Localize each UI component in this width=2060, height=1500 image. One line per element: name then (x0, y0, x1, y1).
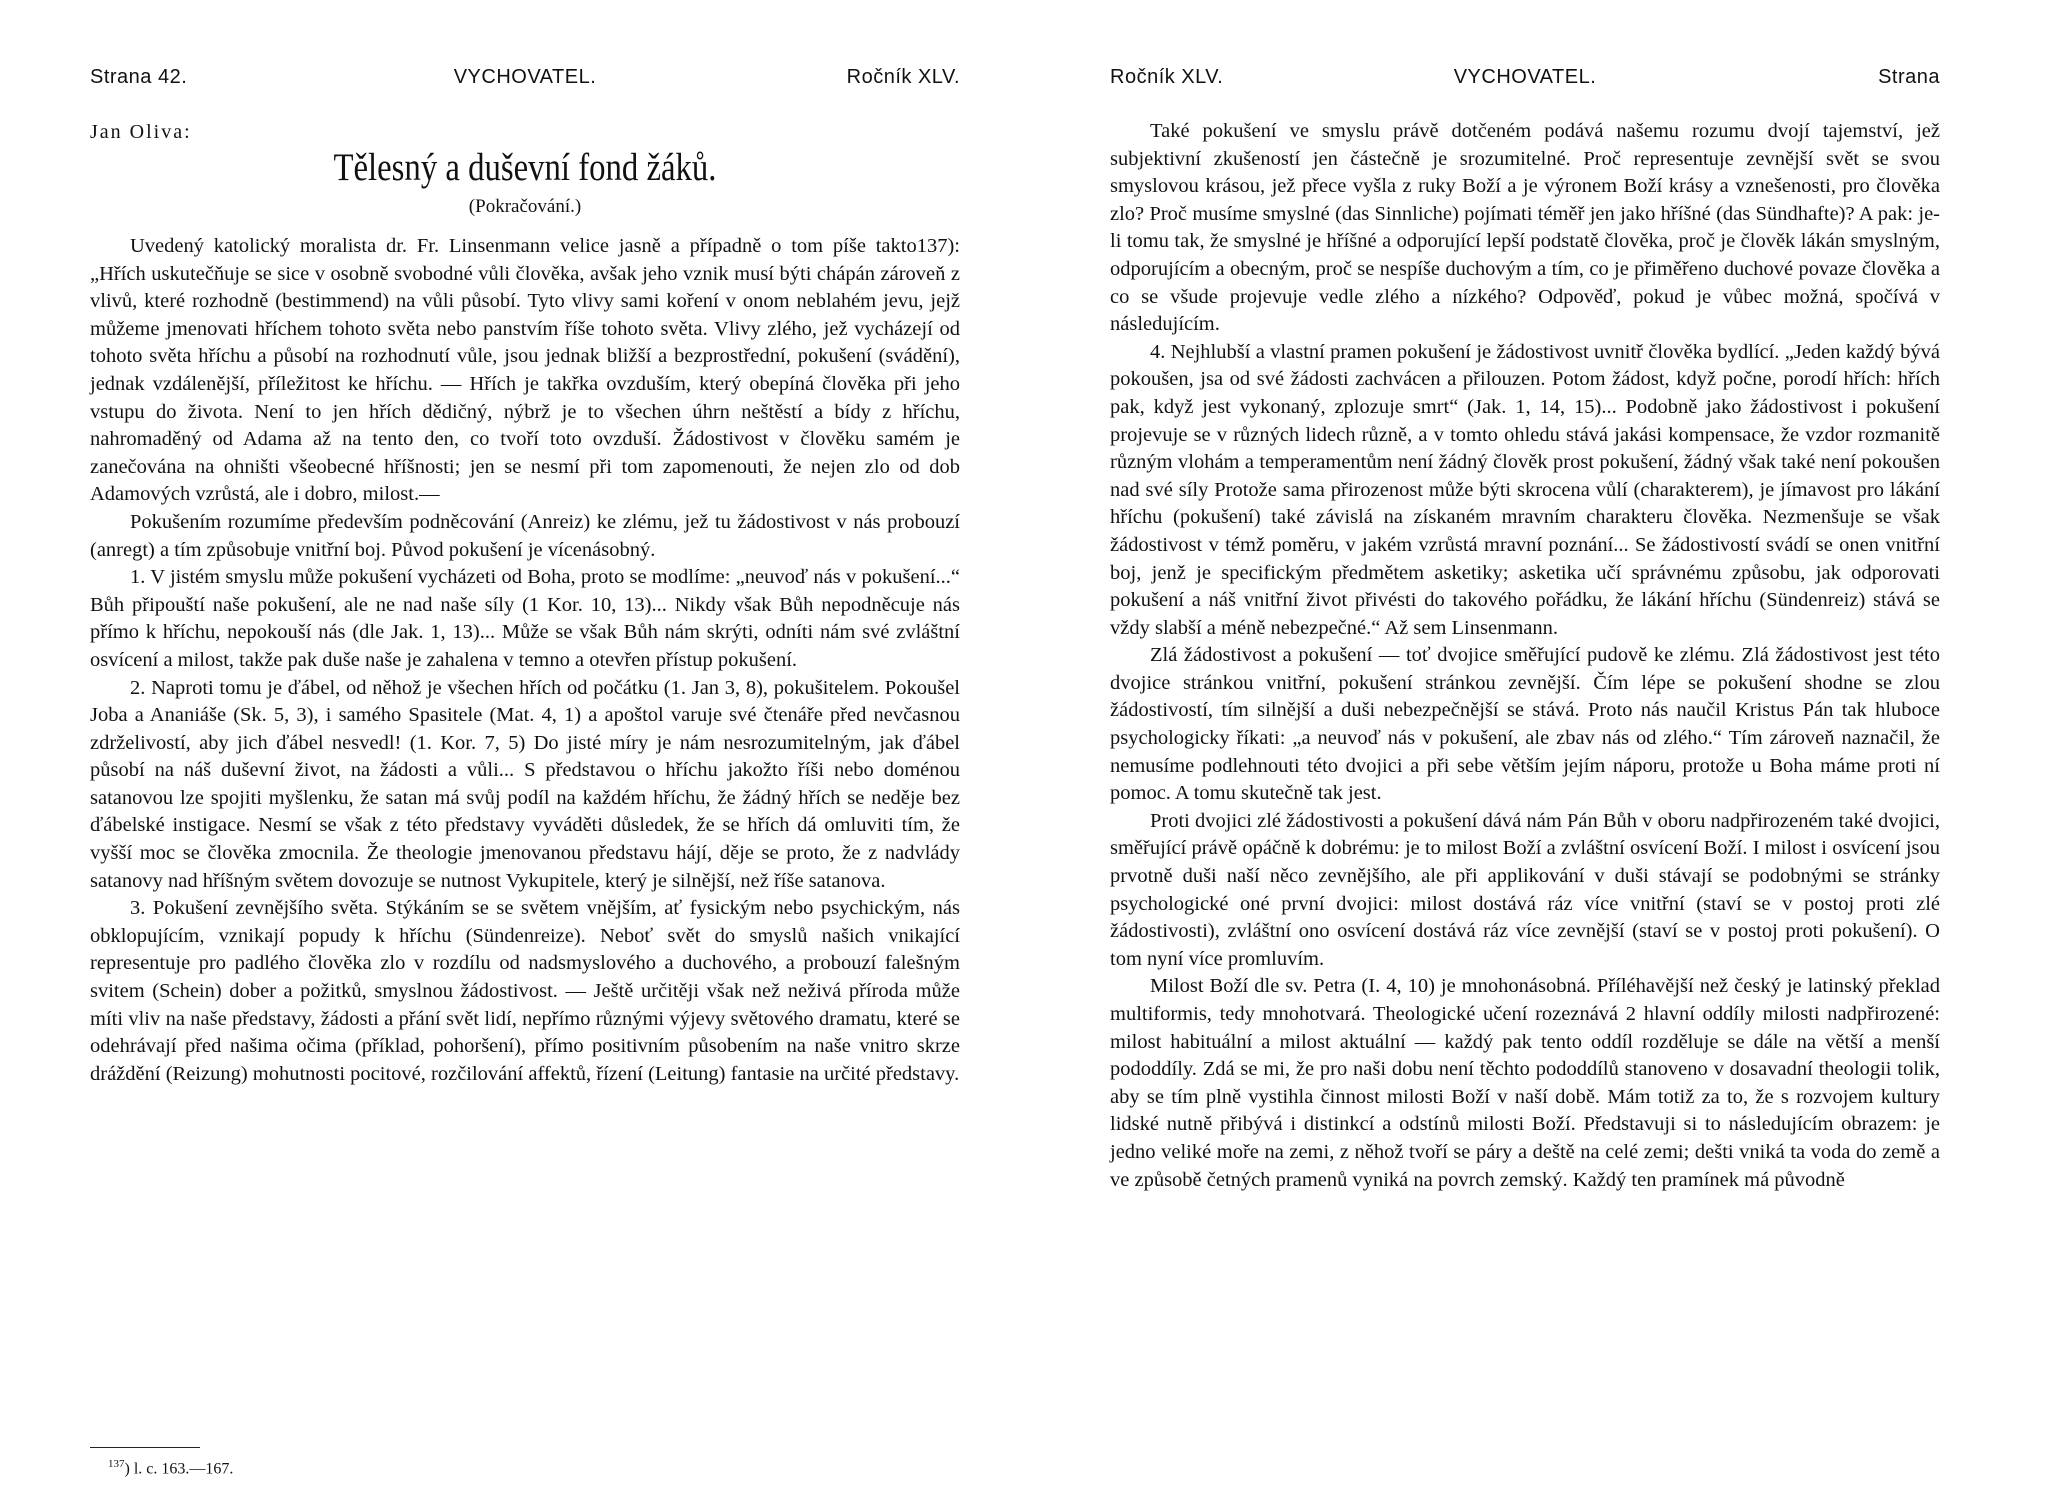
paragraph: 4. Nejhlubší a vlastní pramen pokušení je žádostivost uvnitř člověka bydlící. „Jeden každý bývá pokoušen, jsa od své žádosti zachvácen a přilouzen. Potom žádost, když počne, porodí hřích: hřích pak, když jest vykonaný, zplozuje smrt“ (Jak. 1, 14, 15)... Podobně jako žádostivost i pokušení projevuje se v různých lidech různě, a v tomto ohledu stává jakási kompensace, že vzdor rozmanitě různým vlohám a temperamentům není žádný člověk prost pokušení, žádný však také není pokoušen nad své síly Protože sama přirozenost může býti skrocena vůlí (charakterem), je jímavost pro lákání hříchu (pokušení) také závislá na získaném mravním charakteru člověka. Nezmenšuje se však žádostivost v témž poměru, v jakém vzrůstá mravní poznání... Se žádostivostí svádí se onen vnitřní boj, jenž je specifickým předmětem asketiky; asketika učí správnému způsobu, jak odporovati pokušení a náš vnitřní život přivésti do takového pořádku, že lákání hříchu (Sündenreiz) stává se vždy slabší a méně nebezpečné.“ Až sem Linsenmann. (1110, 340, 1940, 639)
paragraph: Zlá žádostivost a pokušení — toť dvojice směřující pudově ke zlému. Zlá žádostivost jest této dvojice stránkou vnitřní, pokušení stránkou zevnější. Čím lépe se pokušení shodne se zlou žádostivostí, tím silnější a duši nebezpečnější se stává. Proto nás naučil Kristus Pán tak hluboce psychologicky říkati: „a neuvoď nás v pokušení, ale zbav nás od zlého.“ Tím zároveň naznačil, že nemusíme podlehnouti této dvojici a při sebe větším jejím náporu, protože u Boha máme proti ní pomoc. A tomu skutečně tak jest. (1110, 644, 1940, 805)
paragraph: 1. V jistém smyslu může pokušení vycházeti od Boha, proto se modlíme: „neuvoď nás v pokušení...“ Bůh připouští naše pokušení, ale ne nad naše síly (1 Kor. 10, 13)... Nikdy však Bůh nepodněcuje nás přímo k hříchu, nepokouší nás (dle Jak. 1, 13)... Může se však Bůh nám skrýti, odníti nám své zvláštní osvícení a milost, takže pak duše naše je zahalena v temno a otevřen přístup pokušení. (90, 566, 960, 671)
paragraph: 3. Pokušení zevnějšího světa. Stýkáním se se světem vnějším, ať fysickým nebo psychickým, nás obklopujícím, vznikají popudy k hříchu (Sündenreize). Neboť svět do smyslů našich vnikající representuje pro padlého člověka zlo v rozdílu od nadsmyslového a duchového, a probouzí falešným svitem (Schein) dober a požitků, smyslnou žádostivost. — Ještě určitěji však než neživá příroda může míti vliv na naše představy, žádosti a přání svět lidí, nepřímo různými výjevy světového dramatu, které se odehrávají před našima očima (příklad, pohoršení), přímo positivním působením na naše vnitro skrze dráždění (Reizung) mohutnosti pocitové, rozčilování affektů, řízení (Leitung) fantasie na určité představy. (90, 897, 960, 1085)
paragraph: Milost Boží dle sv. Petra (I. 4, 10) je mnohonásobná. Příléhavější než český je latinský překlad multiformis, tedy mnohotvará. Theologické učení rozeznává 2 hlavní oddíly milosti nadpřirozené: milost habituální a milost aktuální — každý pak tento oddíl rozděluje se dále na větší a menší pododdíly. Zdá se mi, že pro naši dobu není těchto pododdílů stanoveno v dosavadní theologii tolik, aby se tím plně vystihla činnost milosti Boží v naší době. Mám totiž za to, že s rozvojem kultury lidské nutně přibývá i distinkcí a odstínů milosti Boží. Představuji si to následujícím obrazem: je jedno veliké moře na zemi, z něhož tvoří se páry a deště na celé zemi; dešti vniká ta voda do země a ve způsobě četných pramenů vyniká na povrch zemský. Každý ten pramínek má původně (1110, 975, 1940, 1191)
running-head-right (1110, 66, 1940, 94)
paragraph: Uvedený katolický moralista dr. Fr. Linsenmann velice jasně a případně o tom píše takto137): „Hřích uskutečňuje se sice v osobně svobodné vůli člověka, avšak jeho vznik musí býti chápán zároveň z vlivů, které rozhodně (bestimmend) na vůli působí. Tyto vlivy sami koření v onom neblahém jevu, jejž můžeme jmenovati hříchem tohoto světa nebo panstvím říše tohoto světa. Vlivy zlého, jež vycházejí od tohoto světa hříchu a působí na rozhodnutí vůle, jsou jednak bližší a bezprostřední, pokušení (svádění), jednak vzdálenější, příležitost ke hříchu. — Hřích je takřka ovzduším, který obepíná člověka při jeho vstupu do života. Není to jen hřích dědičný, nýbrž je to všechen úhrn neštěstí a bídy z hříchu, nahromaděný od Adama až na tento den, co tvoří toto ovzduší. Žádostivost v člověku samém je zanečována na ohništi všeobecné hříšnosti; jen se nesmí při tom zapomenouti, že nejen zlo od dob Adamových vzrůstá, ale i dobro, milost.— (90, 235, 960, 506)
page-number: Strana (1878, 66, 1940, 88)
left-body-text (90, 233, 960, 1088)
article-author: Jan Oliva: (90, 121, 192, 143)
footnote-number: 137 (108, 1458, 125, 1470)
running-head-left (90, 66, 960, 94)
volume-label: Ročník XLV. (846, 66, 960, 88)
footnote (108, 1453, 233, 1480)
article-title: Tělesný a duševní fond žáků. (333, 146, 717, 189)
volume-label: Ročník XLV. (1110, 66, 1224, 88)
paragraph: Pokušením rozumíme především podněcování (Anreiz) ke zlému, jež tu žádostivost v nás probouzí (anregt) a tím způsobuje vnitřní boj. Původ pokušení je vícenásobný. (90, 510, 960, 561)
right-page (1110, 0, 1940, 1500)
paragraph: Také pokušení ve smyslu právě dotčeném podává našemu rozumu dvojí tajemství, jež subjektivní zkušeností jen částečně je srozumitelné. Proč representuje zevnější svět se svou smyslovou krásou, jež přece vyšla z ruky Boží a je výronem Boží krásy a vznešenosti, pro člověka zlo? Proč musíme smyslné (das Sinnliche) pojímati téměř jen jako hříšné (das Sündhafte)? A pak: je-li tomu tak, že smyslné je hříšné a odporující lepší podstatě člověka, proč je člověk lákán smyslným, odporujícím a obecným, proč se nespíše duchovým a tím, co je přiměřeno duchové povaze člověka a co se všude projevuje vedle zlého a nízkého? Odpověď, pokud je vůbec možná, spočívá v následujícím. (1110, 120, 1940, 336)
article-subtitle: (Pokračování.) (468, 196, 582, 217)
footnote-text: ) l. c. 163.—167. (124, 1460, 234, 1478)
footnote-divider (90, 1447, 200, 1448)
page-number: Strana 42. (90, 66, 188, 88)
right-body-text (1110, 118, 1940, 1194)
paragraph: 2. Naproti tomu je ďábel, od něhož je všechen hřích od počátku (1. Jan 3, 8), pokušitelem. Pokoušel Joba a Ananiáše (Sk. 5, 3), i samého Spasitele (Mat. 4, 1) a apoštol varuje své čtenáře před nevčasnou zdrželivostí, aby jich ďábel nesvedl! (1. Kor. 7, 5) Do jisté míry je nám nesrozumitelným, jak ďábel působí na náš duševní život, na žádosti a vůli... S představou o hříchu jakožto říši nebo doménou satanovou lze spojiti myšlenku, že satan má svůj podíl na každém hříchu, že žádný hřích se neděje bez ďábelské instigace. Nesmí se však z této představy vyváděti důsledek, že se hřích dá omluviti tím, že vyšší moc se člověka zmocnila. Že theologie jmenovanou představu hájí, děje se proto, že z nadvlády satanovy nad hříšným světem dovozuje se nutnost Vykupitele, který je silnější, než říše satanova. (90, 676, 960, 892)
left-page (90, 0, 960, 1500)
paragraph: Proti dvojici zlé žádostivosti a pokušení dává nám Pán Bůh v oboru nadpřirozeném také dvojici, směřující právě opáčně k dobrému: je to milost Boží a zvláštní osvícení Boží. I milost i osvícení jsou prvotně duši naší něco zevnějšího, ale při applikování v duši stávají se podobnými se stránky psychologické oné první dvojici: milost dostává ráz více vnitřní (staví se v postoj proti zlé žádostivosti), zvláštní ono osvícení dostává ráz více zevnější (staví se v postoj proti pokušení). O tom nyní více promluvím. (1110, 809, 1940, 970)
journal-name: VYCHOVATEL. (453, 66, 597, 88)
journal-name: VYCHOVATEL. (1453, 66, 1597, 88)
